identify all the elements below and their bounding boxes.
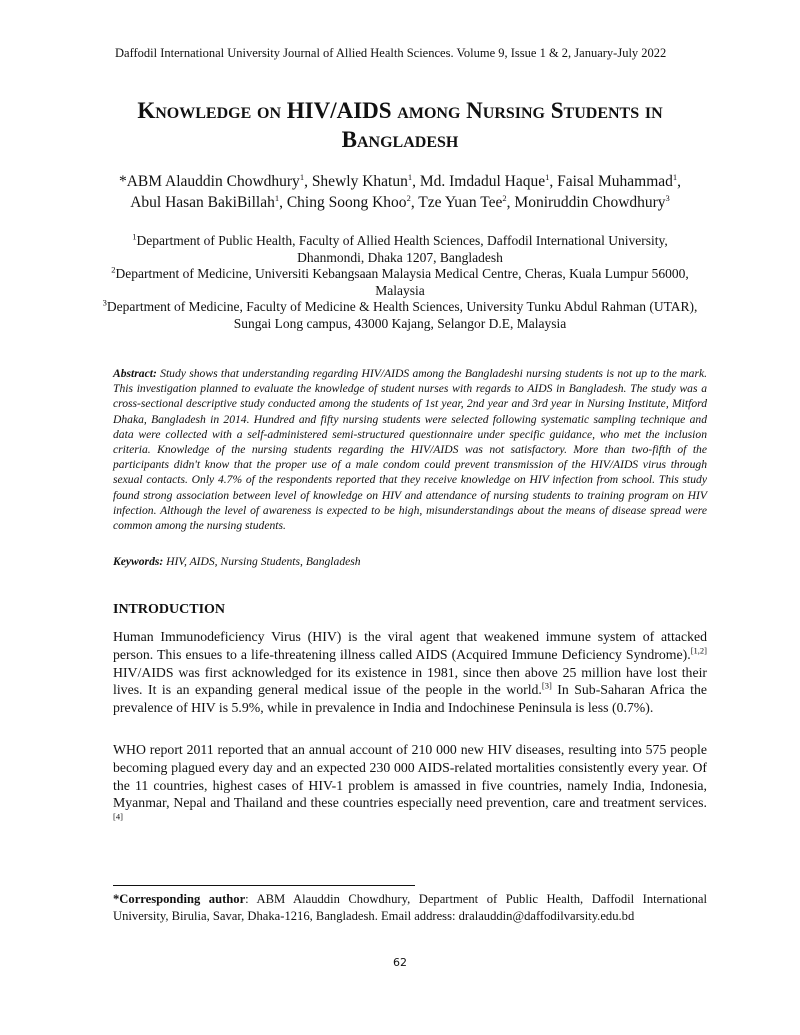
author-affil-sup: 1 xyxy=(407,171,413,182)
citation: [4] xyxy=(113,811,123,822)
intro-paragraph-2 xyxy=(113,741,707,830)
affiliation-sup: 1 xyxy=(132,231,137,242)
author-affil-sup: 1 xyxy=(545,171,550,182)
abstract-label: Abstract: xyxy=(113,367,157,380)
affiliation-text: Department of Public Health, Faculty of Allied Health Sciences, Daffodil International University, Dhanmondi, Dhaka 1207, Bangladesh xyxy=(136,233,668,265)
citation: [1,2] xyxy=(690,645,707,656)
affiliations xyxy=(100,233,700,332)
author-name: Ching Soong Khoo xyxy=(286,194,407,211)
abstract-text: Study shows that understanding regarding HIV/AIDS among the Bangladeshi nursing students is not up to the mark. This investigation planned to evaluate the knowledge of student nurses with regards to AIDS in Bangladesh. The study was a cross-sectional descriptive study conducted among the students of 1st year, 2nd year and 3rd year in Nursing Institute, Mitford Dhaka, Bangladesh in 2014. Hundred and fifty nursing students were selected following systematic sampling technique and data were collected with a self-administered semi-structured questionnaire under specific guidance, who met the inclusion criteria. Knowledge of the nursing students regarding the HIV/AIDS was not satisfactory. More than two-fifth of the participants didn't know that the proper use of a male condom could prevent transmission of the HIV/AIDS virus through sexual contacts. Only 4.7% of the respondents reported that they receive knowledge on HIV infection from school. This study found strong association between level of knowledge on HIV and attendance of nursing students to training program on HIV infection. Although the level of awareness is expected to be high, misunderstandings about the means of disease spread were common among the nursing students. xyxy=(113,367,707,533)
journal-header: Daffodil International University Journal of Allied Health Sciences. Volume 9, Issue 1 & 2, January-July 2022 xyxy=(115,46,667,60)
author-name: Shewly Khatun xyxy=(311,173,408,190)
author-affil-sup: 2 xyxy=(406,192,411,203)
abstract xyxy=(113,366,707,533)
keywords-text: HIV, AIDS, Nursing Students, Bangladesh xyxy=(166,555,361,568)
intro-paragraph-1 xyxy=(113,628,707,717)
footnote xyxy=(113,891,707,924)
keywords-label: Keywords: xyxy=(113,555,164,568)
title-line-2: Bangladesh xyxy=(341,127,459,152)
author-name: Faisal Muhammad xyxy=(557,173,673,190)
author-affil-sup: 2 xyxy=(502,192,507,203)
intro-text: WHO report 2011 reported that an annual account of 210 000 new HIV diseases, resulting into 575 people becoming plagued every day and an expected 230 000 AIDS-related mortalities consistently every year. Of the 11 countries, highest cases of HIV-1 problem is amassed in five countries, namely India, Indonesia, Myanmar, Nepal and Thailand and these countries especially need prevention, care and treatment services. xyxy=(113,742,707,811)
author-affil-sup: 1 xyxy=(299,171,305,182)
intro-text: HIV/AIDS was first acknowledged for its existence in 1981, since then above 25 million have lost their lives. It is an expanding general medical issue of the people in the world. xyxy=(113,664,707,698)
affiliation-3 xyxy=(100,299,700,332)
introduction-heading: INTRODUCTION xyxy=(113,602,226,617)
affiliation-text: Department of Medicine, Universiti Kebangsaan Malaysia Medical Centre, Cheras, Kuala Lumpur 56000, Malaysia xyxy=(115,266,689,298)
title-line-1: Knowledge on HIV/AIDS among Nursing Students in xyxy=(137,98,663,123)
affiliation-sup: 3 xyxy=(102,297,107,308)
author-name: Md. Imdadul Haque xyxy=(419,173,546,190)
author-name: *ABM Alauddin Chowdhury xyxy=(118,173,300,190)
affiliation-text: Department of Medicine, Faculty of Medicine & Health Sciences, University Tunku Abdul Rahman (UTAR), Sungai Long campus, 43000 Kajang, Selangor D.E, Malaysia xyxy=(106,299,698,331)
citation: [3] xyxy=(541,680,552,691)
author-name: Abul Hasan BakiBillah xyxy=(130,194,275,211)
author-name: Moniruddin Chowdhury xyxy=(514,194,666,211)
affiliation-2 xyxy=(100,266,700,299)
author-affil-sup: 1 xyxy=(672,171,678,182)
author-list: *ABM Alauddin Chowdhury$^1$, Shewly Khatun$^1$, Md. Imdadul Haque$^1$, Faisal Muhammad$^1$, Abul Hasan BakiBillah$^1$, Ching Soong Khoo$^2$, Tze Yuan Tee$^2$, Moniruddin Chowdhury$^3$ xyxy=(118,171,682,211)
affiliation-sup: 2 xyxy=(111,264,116,275)
footnote-text: : ABM Alauddin Chowdhury, Department of Public Health, Daffodil International University, Birulia, Savar, Dhaka-1216, Bangladesh. Email address: dralauddin@daffodilvarsity.edu.bd xyxy=(113,892,707,923)
intro-text: Human Immunodeficiency Virus (HIV) is the viral agent that weakened immune system of attacked person. This ensues to a life-threatening illness called AIDS (Acquired Immune Deficiency Syndrome). xyxy=(113,629,707,662)
affiliation-1 xyxy=(100,233,700,266)
footnote-label: *Corresponding author xyxy=(113,892,246,906)
author-affil-sup: 3 xyxy=(665,192,670,203)
author-name: Tze Yuan Tee xyxy=(418,194,503,211)
footnote-divider xyxy=(113,885,415,886)
page-number: 62 xyxy=(393,956,407,969)
paper-title xyxy=(100,96,700,154)
intro-text: In Sub-Saharan Africa the prevalence of HIV is 5.9%, while in prevalence in India and Indochinese Peninsula is less (0.7%). xyxy=(113,682,707,716)
author-affil-sup: 1 xyxy=(274,192,280,203)
keywords xyxy=(113,555,707,568)
